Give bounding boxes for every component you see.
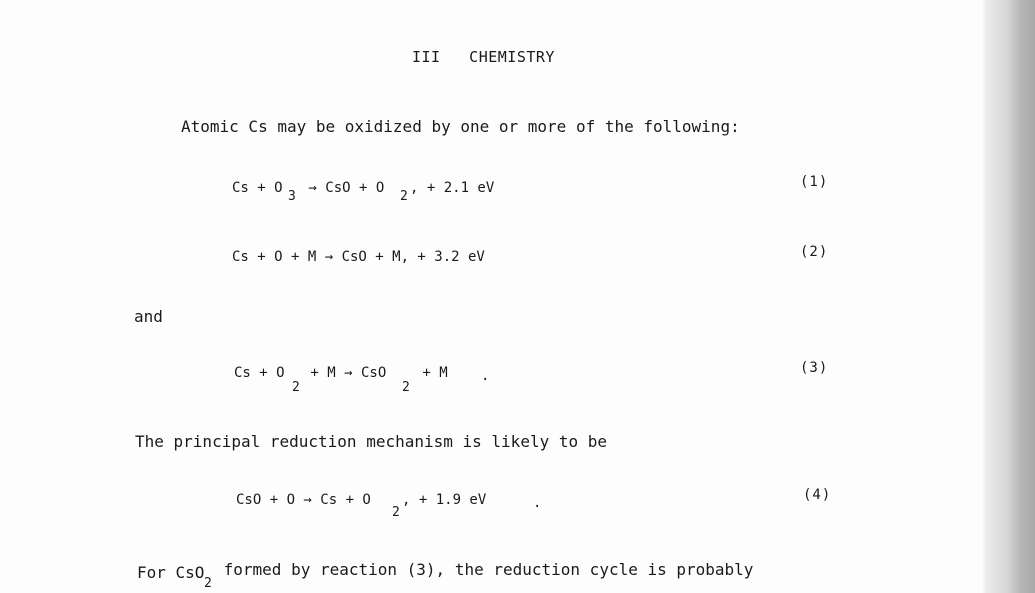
eq3-subscript-2b: 2	[402, 380, 410, 395]
eq1-part-c: , + 2.1 eV	[410, 180, 495, 196]
mechanism-paragraph: The principal reduction mechanism is likely to be	[135, 432, 608, 451]
eq4-part-a: CsO + O → Cs + O	[236, 492, 371, 508]
eq2-text: Cs + O + M → CsO + M, + 3.2 eV	[232, 249, 485, 265]
eq3-part-c: + M	[414, 365, 448, 381]
eq3-part-a: Cs + O	[234, 365, 285, 381]
eq4-number: (4)	[803, 487, 832, 503]
final-line-end: formed by reaction (3), the reduction cycle is probably	[214, 560, 754, 579]
final-line-start: For CsO	[137, 563, 205, 582]
eq1-part-a: Cs + O	[232, 180, 283, 196]
intro-paragraph: Atomic Cs may be oxidized by one or more of the following:	[181, 117, 740, 136]
eq3-part-b: + M → CsO	[302, 365, 387, 381]
eq3-period: .	[481, 368, 490, 384]
page-edge-shadow	[985, 0, 1035, 593]
eq4-subscript-2: 2	[392, 505, 400, 520]
final-line-subscript-2: 2	[204, 576, 212, 591]
eq2-number: (2)	[800, 244, 829, 260]
eq3-number: (3)	[800, 360, 829, 376]
eq3-subscript-2a: 2	[292, 380, 300, 395]
eq1-part-b: → CsO + O	[300, 180, 385, 196]
eq1-subscript-3: 3	[288, 189, 296, 204]
and-word: and	[134, 307, 163, 326]
section-heading: III CHEMISTRY	[412, 48, 555, 66]
eq4-period: .	[533, 495, 542, 511]
eq1-number: (1)	[800, 174, 829, 190]
eq1-subscript-2: 2	[400, 189, 408, 204]
eq4-part-b: , + 1.9 eV	[402, 492, 487, 508]
